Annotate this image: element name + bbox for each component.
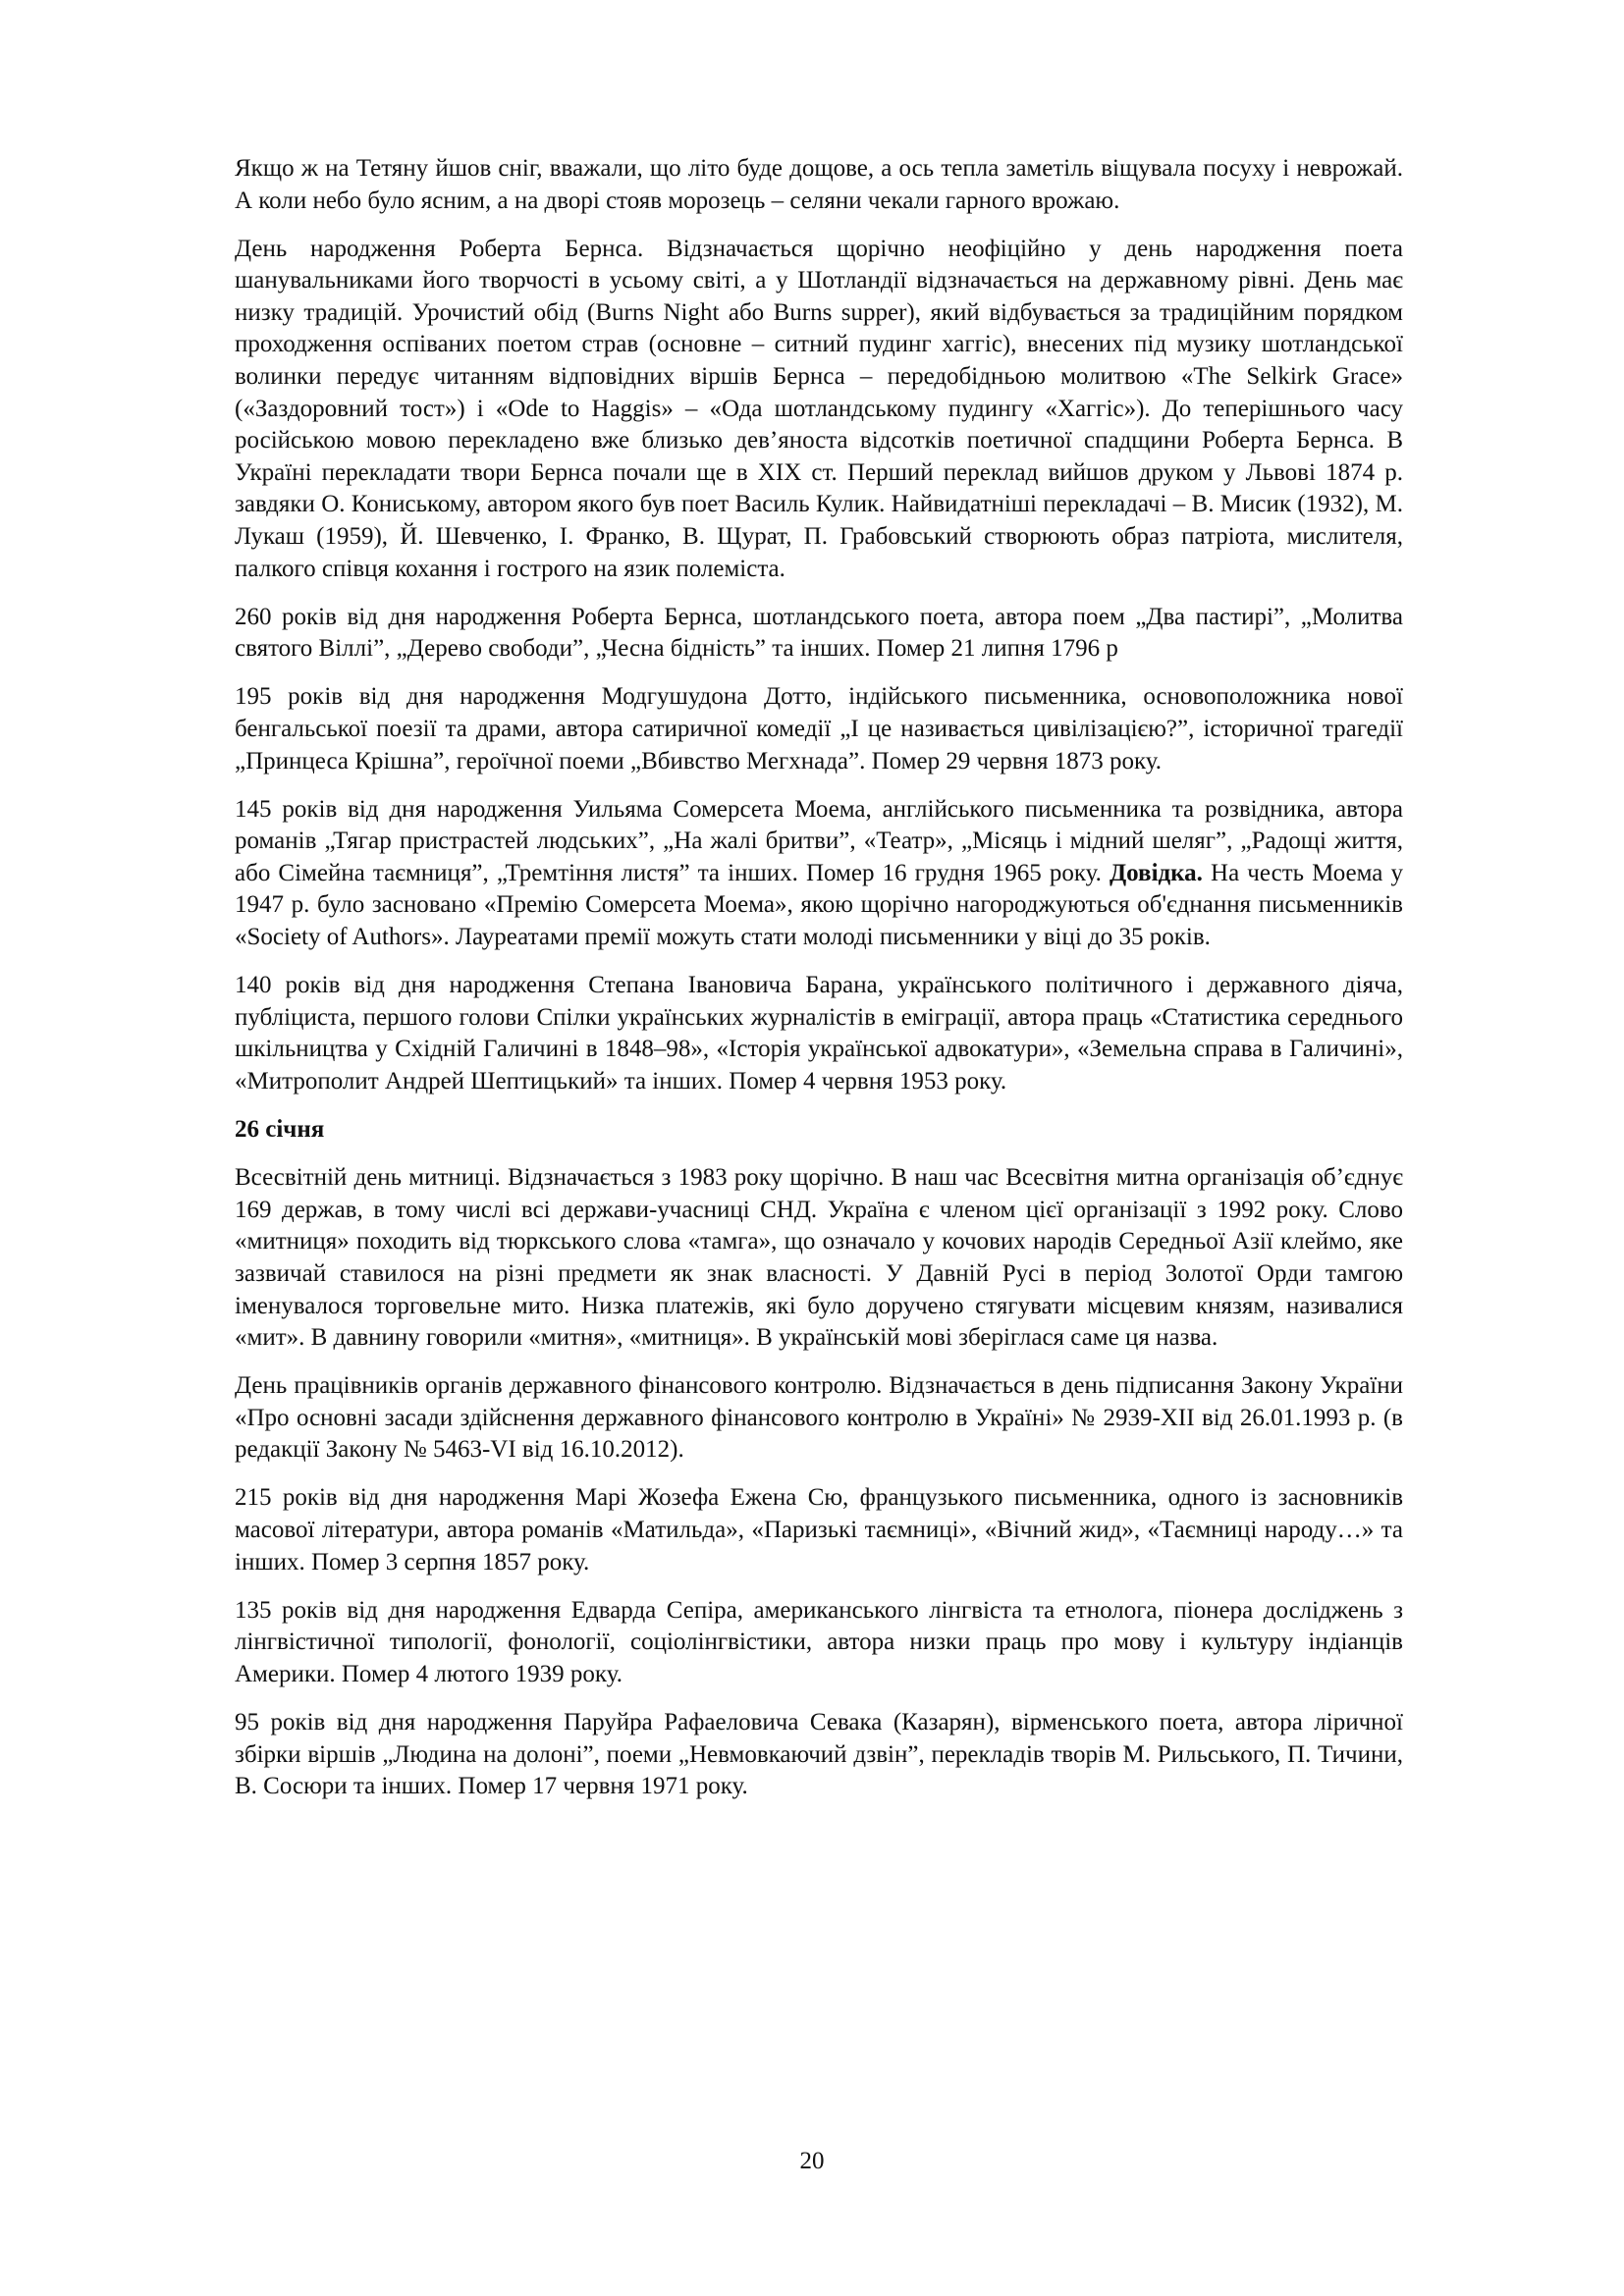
maugham-text-after: На честь Моема у 1947 р. було засновано «Премію Сомерсета Моема», якою щорічно нагороджуються об'єднання письменників «Society of Authors». Лауреатами премії можуть стати молоді письменники у віці до 35 років. bbox=[235, 859, 1403, 951]
paragraph-baran-anniversary: 140 років від дня народження Степана Івановича Барана, українського політичного і державного діяча, публіциста, першого голови Спілки українських журналістів в еміграції, автора праць «Статистика середнього шкільництва у Східній Галичині в 1848–98», «Історія української адвокатури», «Земельна справа в Галичині», «Митрополит Андрей Шептицький» та інших. Помер 4 червня 1953 року. bbox=[235, 972, 1403, 1095]
maugham-note-label: Довідка. bbox=[1109, 859, 1203, 886]
page-content bbox=[235, 153, 1403, 1819]
paragraph-sue-anniversary: 215 років від дня народження Марі Жозефа Ежена Сю, французького письменника, одного із засновників масової літератури, автора романів «Матильда», «Паризькі таємниці», «Вічний жид», «Таємниці народу…» та інших. Помер 3 серпня 1857 року. bbox=[235, 1484, 1403, 1575]
paragraph-financial-control-day: День працівників органів державного фінансового контролю. Відзначається в день підписання Закону України «Про основні засади здійснення державного фінансового контролю в Україні» № 2939-XII від 26.01.1993 р. (в редакції Закону № 5463-VI від 16.10.2012). bbox=[235, 1372, 1403, 1464]
paragraph-tetiana-weather: Якщо ж на Тетяну йшов сніг, вважали, що літо буде дощове, а ось тепла заметіль віщувала посуху і неврожай. А коли небо було ясним, а на дворі стояв морозець – селяни чекали гарного врожаю. bbox=[235, 155, 1403, 214]
page-number: 20 bbox=[799, 2148, 825, 2174]
date-heading: 26 січня bbox=[235, 1116, 325, 1144]
paragraph-sevak-anniversary: 95 років від дня народження Паруйра Рафаеловича Севака (Казарян), вірменського поета, автора ліричної збірки віршів „Людина на долоні”, поеми „Невмовкаючий дзвін”, перекладів творів М. Рильського, П. Тичини, В. Сосюри та інших. Помер 17 червня 1971 року. bbox=[235, 1709, 1403, 1800]
paragraph-burns-day: День народження Роберта Бернса. Відзначається щорічно неофіційно у день народження поета шанувальниками його творчості в усьому світі, а у Шотландії відзначається на державному рівні. День має низку традицій. Урочистий обід (Burns Night або Burns supper), який відбувається за традиційним порядком проходження оспіваних поетом страв (основне – ситний пудинг хаггіс), внесених під музику шотландської волинки передує читанням відповідних віршів Бернса – передобідньою молитвою «The Selkirk Grace» («Заздоровний тост») і «Ode to Haggis» – «Ода шотландському пудингу «Хаггіс»). До теперішнього часу російською мовою перекладено вже близько дев’яноста відсотків поетичної спадщини Роберта Бернса. В Україні перекладати твори Бернса почали ще в XIX ст. Перший переклад вийшов друком у Львові 1874 р. завдяки О. Кониському, автором якого був поет Василь Кулик. Найвидатніші перекладачі – В. Мисик (1932), М. Лукаш (1959), Й. Шевченко, І. Франко, В. Щурат, П. Грабовський створюють образ патріота, мислителя, палкого співця кохання і гострого на язик полеміста. bbox=[235, 235, 1403, 582]
paragraph-dutt-anniversary: 195 років від дня народження Модгушудона Дотто, індійського письменника, основоположника нової бенгальської поезії та драми, автора сатиричної комедії „І це називається цивілізацією?”, історичної трагедії „Принцеса Крішна”, героїчної поеми „Вбивство Мегхнада”. Помер 29 червня 1873 року. bbox=[235, 683, 1403, 774]
paragraph-sapir-anniversary: 135 років від дня народження Едварда Сепіра, американського лінгвіста та етнолога, піонера досліджень з лінгвістичної типології, фонології, соціолінгвістики, автора низки праць про мову і культуру індіанців Америки. Помер 4 лютого 1939 року. bbox=[235, 1596, 1403, 1687]
maugham-text-before: 145 років від дня народження Уильяма Сомерсета Моема, англійського письменника та розвідника, автора романів „Тягар пристрастей людських”, „На жалі бритви”, «Театр», „Місяць і мідний шеляг”, „Радощі життя, або Сімейна таємниця”, „Тремтіння листя” та інших. Помер 16 грудня 1965 року. bbox=[235, 795, 1403, 886]
paragraph-customs-day: Всесвітній день митниці. Відзначається з 1983 року щорічно. В наш час Всесвітня митна організація об’єднує 169 держав, в тому числі всі держави-учасниці СНД. Україна є членом цієї організації з 1992 року. Слово «митниця» походить від тюркського слова «тамга», що означало у кочових народів Середньої Азії клеймо, яке зазвичай ставилося на різні предмети як знак власності. У Давній Русі в період Золотої Орди тамгою іменувалося торговельне мито. Низка платежів, які було доручено стягувати місцевим князям, називалися «мит». В давнину говорили «митня», «митниця». В українській мові зберіглася саме ця назва. bbox=[235, 1164, 1403, 1352]
paragraph-maugham-anniversary bbox=[235, 794, 1403, 954]
paragraph-burns-anniversary: 260 років від дня народження Роберта Бернса, шотландського поета, автора поем „Два пастирі”, „Молитва святого Віллі”, „Дерево свободи”, „Чесна бідність” та інших. Помер 21 липня 1796 р bbox=[235, 603, 1403, 663]
